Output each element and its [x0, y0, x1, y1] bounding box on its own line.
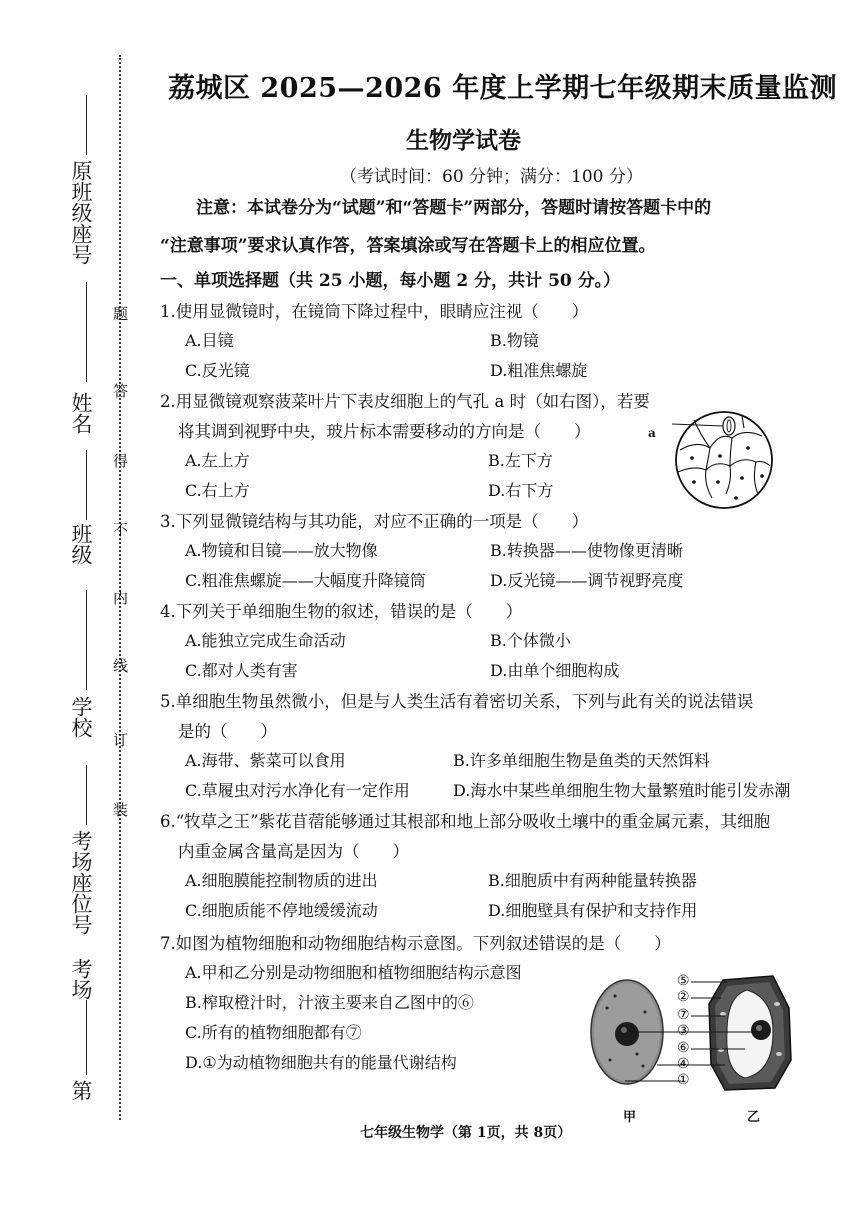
question-2-stem: 2.用显微镜观察菠菜叶片下表皮细胞上的气孔 a 时（如右图），若要 [160, 392, 650, 411]
stomata-label: a [648, 426, 656, 440]
seal-char: 内 [111, 590, 129, 605]
question-6-stem-cont: 内重金属含量高是因为（ ） [178, 842, 409, 861]
question-1-option-c: C.反光镜 [185, 361, 250, 380]
question-7-stem: 7.如图为植物细胞和动物细胞结构示意图。下列叙述错误的是（ ） [160, 934, 671, 953]
question-7-option-d: D.①为动植物细胞共有的能量代谢结构 [185, 1053, 457, 1072]
question-6-option-b: B.细胞质中有两种能量转换器 [488, 871, 697, 890]
question-6-option-d: D.细胞壁具有保护和支持作用 [488, 901, 698, 920]
cell-label-1: ① [677, 1072, 690, 1088]
question-4-option-d: D.由单个细胞构成 [490, 661, 620, 680]
question-5-stem-cont: 是的（ ） [178, 722, 277, 741]
question-2-option-c: C.右上方 [185, 481, 250, 500]
stomata-figure [648, 410, 778, 510]
cell-label-7: ⑦ [677, 1007, 690, 1023]
seal-char: 装 [111, 802, 129, 817]
underline-exam-room [86, 1000, 87, 1075]
question-5-stem: 5.单细胞生物虽然微小，但是与人类生活有着密切关系，下列与此有关的说法错误 [160, 692, 754, 711]
question-4-stem: 4.下列关于单细胞生物的叙述，错误的是（ ） [160, 602, 523, 621]
cell-label-5: ⑤ [677, 973, 690, 989]
cell-caption-yi: 乙 [747, 1110, 761, 1125]
page-footer: 七年级生物学（第 1页，共 8页） [360, 1125, 572, 1141]
section-heading: 一、单项选择题（共 25 小题，每小题 2 分，共计 50 分。） [160, 271, 621, 291]
cell-diagram-figure [585, 968, 820, 1123]
label-class: 班级 [69, 523, 93, 565]
seal-char: 答 [111, 383, 129, 398]
question-2-option-a: A.左上方 [185, 451, 250, 470]
label-exam-room: 考场 [69, 958, 93, 1000]
seal-dotted-line [119, 55, 121, 1120]
question-3-option-b: B.转换器——使物像更清晰 [490, 541, 683, 560]
question-1-option-a: A.目镜 [185, 331, 234, 350]
question-5-option-d: D.海水中某些单细胞生物大量繁殖时能引发赤潮 [453, 781, 791, 800]
label-original-seat: 原班级座号 [69, 160, 93, 265]
label-name: 姓名 [69, 392, 93, 434]
cell-caption-jia: 甲 [623, 1110, 637, 1125]
seal-char: 订 [111, 732, 129, 747]
question-5-option-c: C.草履虫对污水净化有一定作用 [185, 781, 410, 800]
question-6-stem: 6.“牧草之王”紫花苜蓿能够通过其根部和地上部分吸收土壤中的重金属元素，其细胞 [160, 812, 771, 831]
question-7-option-b: B.榨取橙汁时，汁液主要来自乙图中的⑥ [185, 993, 474, 1012]
cell-label-4: ④ [677, 1056, 690, 1072]
cell-label-3: ③ [677, 1023, 690, 1039]
question-2-option-d: D.右下方 [488, 481, 554, 500]
question-2-option-b: B.左下方 [488, 451, 553, 470]
question-3-option-d: D.反光镜——调节视野亮度 [490, 571, 684, 590]
question-3-option-c: C.粗准焦螺旋——大幅度升降镜筒 [185, 571, 426, 590]
seal-char: 线 [111, 658, 129, 673]
underline-class [86, 450, 87, 520]
underline-exam-seat [86, 765, 87, 825]
underline-school [86, 590, 87, 690]
seal-char: 得 [111, 453, 129, 468]
cell-label-2: ② [677, 989, 690, 1005]
label-di: 第 [69, 1080, 93, 1101]
seal-char: 不 [111, 522, 129, 537]
label-school: 学校 [69, 696, 93, 738]
question-7-option-a: A.甲和乙分别是动物细胞和植物细胞结构示意图 [185, 963, 522, 982]
question-3-stem: 3.下列显微镜结构与其功能，对应不正确的一项是（ ） [160, 512, 589, 531]
question-7-option-c: C.所有的植物细胞都有⑦ [185, 1023, 362, 1042]
notice-line-1: 注意：本试卷分为“试题”和“答题卡”两部分，答题时请按答题卡中的 [196, 198, 712, 218]
cell-diagram-icon [585, 968, 820, 1093]
underline-name [86, 282, 87, 382]
question-2-stem-cont: 将其调到视野中央，玻片标本需要移动的方向是（ ） [178, 422, 591, 441]
notice-line-2: “注意事项”要求认真作答，答案填涂或写在答题卡上的相应位置。 [160, 236, 656, 256]
question-4-option-a: A.能独立完成生命活动 [185, 631, 346, 650]
seal-char: 题 [111, 306, 129, 321]
exam-subtitle: 生物学试卷 [406, 127, 521, 154]
question-1-option-b: B.物镜 [490, 331, 539, 350]
question-1-option-d: D.粗准焦螺旋 [490, 361, 588, 380]
cell-label-6: ⑥ [677, 1040, 690, 1056]
question-1-stem: 1.使用显微镜时，在镜筒下降过程中，眼睛应注视（ ） [160, 302, 589, 321]
exam-info: （考试时间：60 分钟；满分：100 分） [340, 167, 643, 187]
question-6-option-c: C.细胞质能不停地缓缓流动 [185, 901, 378, 920]
question-4-option-b: B.个体微小 [490, 631, 571, 650]
exam-title: 荔城区 2025—2026 年度上学期七年级期末质量监测 [168, 73, 838, 104]
microscope-field-icon [672, 410, 776, 510]
label-exam-seat: 考场座位号 [69, 830, 93, 935]
question-5-option-b: B.许多单细胞生物是鱼类的天然饵料 [453, 751, 710, 770]
question-6-option-a: A.细胞膜能控制物质的进出 [185, 871, 378, 890]
question-4-option-c: C.都对人类有害 [185, 661, 298, 680]
question-3-option-a: A.物镜和目镜——放大物像 [185, 541, 378, 560]
question-5-option-a: A.海带、紫菜可以食用 [185, 751, 346, 770]
